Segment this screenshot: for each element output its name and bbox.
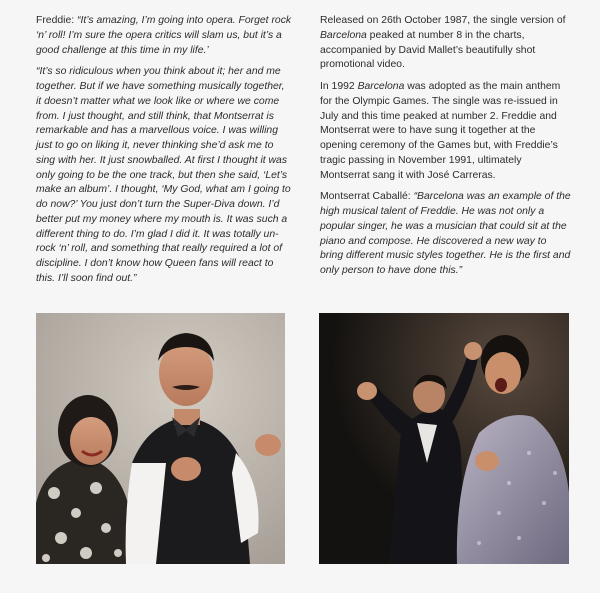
live-performance-photo xyxy=(319,313,569,564)
quote-text: “It’s so ridiculous when you think about it; her and me together. But if we have something musically together, it doesn’t matter what we look like or where we come from. I just thought, and still think, that Montserrat is remarkable and has a marvellous voice. I was willing just to go on liking it, never thinking she’d ask me to sing with her. It just snowballed. At first I thought it was only going to be the one track, but then she said, ‘Let’s make an album’. I thought, ‘My God, what am I going to do now?’ You just don’t turn the Super-Diva down. I’d better put my money where my mouth is. It was such a different thing to do. I’m glad I did it. It was totally un-rock ‘n’ roll, and something that really required a lot of discipline. I don’t know how Queen fans will react to this. I’ll soon find out.” xyxy=(36,66,291,285)
woman-face xyxy=(70,417,112,465)
freddie-montserrat-quote xyxy=(36,65,292,286)
live-performance-illustration xyxy=(319,313,569,564)
montserrat-quote xyxy=(320,190,572,279)
raised-hand xyxy=(255,434,281,456)
woman-open-mouth xyxy=(495,378,507,392)
woman-hands xyxy=(475,451,499,471)
quote-text: “Barcelona was an example of the high musical talent of Freddie. He was not only a popular singer, he was a musician that could sit at the piano and compose. He discovered a new way to bring different music styles together. He is the first and only person to have done this.” xyxy=(320,191,571,277)
speaker-label-freddie: Freddie: xyxy=(36,15,78,26)
freddie-opera-quote xyxy=(36,14,292,58)
right-text-column xyxy=(320,14,572,286)
olympics-paragraph: In 1992 Barcelona was adopted as the main anthem for the Olympic Games. The single was re-issued in July and this time peaked at number 2. Freddie and Montserrat were to have sung it together at the opening ceremony of the Games but, with Freddie’s tragic passing in November 1991, ultimately Montserrat sang it with José Carreras. xyxy=(320,81,561,181)
clasped-hands xyxy=(171,457,201,481)
speaker-label-montserrat: Montserrat Caballé: xyxy=(320,191,414,203)
song-title: Barcelona xyxy=(357,81,405,93)
duo-portrait-illustration xyxy=(36,313,285,564)
man-hand-left xyxy=(357,382,377,400)
man-hand-right xyxy=(464,342,482,360)
song-title: Barcelona xyxy=(320,29,367,41)
quote-text: “It’s amazing, I’m going into opera. Forget rock ‘n’ roll! I’m sure the opera critics will slam us, but it’s a good challenge at this time in my life.’ xyxy=(36,15,292,56)
duo-portrait-photo xyxy=(36,313,285,564)
left-text-column xyxy=(36,14,292,294)
release-paragraph: Released on 26th October 1987, the single version of Barcelona peaked at number 8 in the charts, accompanied by David Mallet’s beautifully shot promotional video. xyxy=(320,15,566,71)
